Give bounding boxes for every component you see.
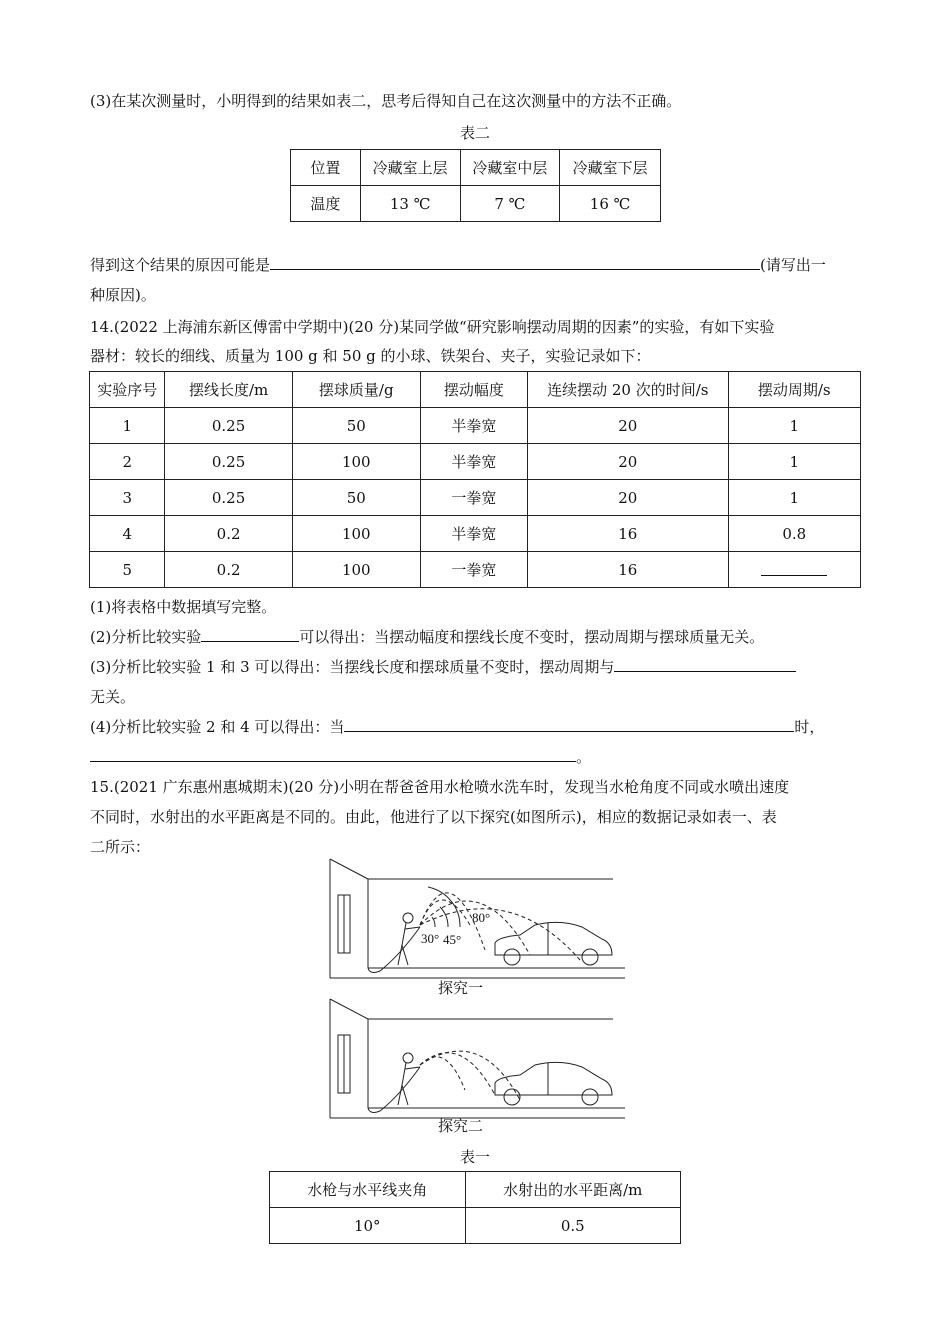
- table-cell: 0.2: [165, 552, 292, 588]
- table-row: [90, 516, 861, 552]
- table-cell: 13 ℃: [360, 186, 460, 222]
- table1: [269, 1171, 681, 1244]
- table-cell: 实验序号: [90, 372, 165, 408]
- angle-label-45: 45°: [443, 932, 462, 947]
- table2-caption: 表二: [459, 124, 490, 142]
- sub2-blank[interactable]: [201, 626, 299, 642]
- experiment-2-scene: [330, 999, 625, 1118]
- table-cell: 1: [728, 480, 860, 516]
- q13-answer-line: [90, 254, 826, 276]
- sub4-mid: 时，: [794, 718, 825, 736]
- table-cell: 100: [292, 552, 420, 588]
- table-row: [90, 408, 861, 444]
- table2-data-row: [291, 186, 661, 222]
- table-cell: 0.25: [165, 444, 292, 480]
- table2-header-row: [291, 150, 661, 186]
- table-cell: 水枪与水平线夹角: [270, 1172, 466, 1208]
- table-cell: 100: [292, 516, 420, 552]
- table-cell: 7 ℃: [460, 186, 560, 222]
- table-cell: 4: [90, 516, 165, 552]
- q14-line2: 器材：较长的细线、质量为 100 g 和 50 g 的小球、铁架台、夹子，实验记录如下：: [90, 347, 651, 365]
- q13-part3-prompt: (3)在某次测量时，小明得到的结果如表二，思考后得知自己在这次测量中的方法不正确。: [90, 92, 682, 110]
- table-row: [90, 552, 861, 588]
- sub4-start: (4)分析比较实验 2 和 4 可以得出：当: [90, 718, 345, 736]
- q15-line1: 15.(2021 广东惠州惠城期末)(20 分)小明在帮爸爸用水枪喷水洗车时，发现当水枪角度不同或水喷出速度: [90, 778, 790, 796]
- figure-caption-1: 探究一: [438, 981, 484, 997]
- table-cell: 1: [728, 444, 860, 480]
- table-cell: 0.25: [165, 480, 292, 516]
- table-cell: 16 ℃: [560, 186, 661, 222]
- table-cell: 位置: [291, 150, 361, 186]
- table-cell: 冷藏室中层: [460, 150, 560, 186]
- table-cell: 50: [292, 408, 420, 444]
- table-cell: 20: [528, 480, 729, 516]
- table-header-row: [270, 1172, 681, 1208]
- table-cell: 冷藏室上层: [360, 150, 460, 186]
- angle-label-30: 30°: [421, 931, 440, 946]
- table-cell: 0.2: [165, 516, 292, 552]
- table-cell: 半拳宽: [420, 516, 527, 552]
- table-cell: 20: [528, 408, 729, 444]
- q13-answer-line-2: 种原因)。: [90, 286, 156, 304]
- answer-line-start: 得到这个结果的原因可能是: [90, 256, 271, 274]
- table-row: [90, 480, 861, 516]
- table-cell: 2: [90, 444, 165, 480]
- sub2-start: (2)分析比较实验: [90, 628, 202, 646]
- table-cell: 0.5: [465, 1208, 680, 1244]
- table-cell: 冷藏室下层: [560, 150, 661, 186]
- q14-line1: 14.(2022 上海浦东新区傅雷中学期中)(20 分)某同学做“研究影响摆动周期的因素”的实验，有如下实验: [90, 318, 775, 336]
- table1-caption: 表一: [459, 1148, 490, 1166]
- table-cell: 摆动周期/s: [728, 372, 860, 408]
- table-cell: 0.25: [165, 408, 292, 444]
- sub4-blank-1[interactable]: [344, 716, 794, 732]
- table-row: [90, 444, 861, 480]
- table-cell: 100: [292, 444, 420, 480]
- period-answer-blank[interactable]: [761, 560, 827, 576]
- table-cell: 水射出的水平距离/m: [465, 1172, 680, 1208]
- table-row: [270, 1208, 681, 1244]
- table-cell: 半拳宽: [420, 408, 527, 444]
- table-cell: 摆球质量/g: [292, 372, 420, 408]
- table-cell: 一拳宽: [420, 480, 527, 516]
- table-cell: 50: [292, 480, 420, 516]
- sub3-start: (3)分析比较实验 1 和 3 可以得出：当摆线长度和摆球质量不变时，摆动周期与: [90, 658, 615, 676]
- angle-label-80: 80°: [472, 910, 491, 925]
- q14-sub1: (1)将表格中数据填写完整。: [90, 598, 277, 616]
- table-cell: 10°: [270, 1208, 466, 1244]
- table-cell: 20: [528, 444, 729, 480]
- table-cell: 16: [528, 516, 729, 552]
- period-answer-cell[interactable]: [728, 552, 860, 588]
- q14-sub3: [90, 656, 796, 678]
- sub4-end: 。: [576, 748, 592, 766]
- sub3-blank[interactable]: [614, 656, 796, 672]
- table-cell: 连续摆动 20 次的时间/s: [528, 372, 729, 408]
- table-cell: 5: [90, 552, 165, 588]
- q14-sub2: [90, 626, 764, 648]
- answer-blank[interactable]: [270, 254, 760, 270]
- pendulum-table: [89, 371, 861, 588]
- table2: [290, 149, 661, 222]
- q14-sub3-end: 无关。: [90, 688, 136, 706]
- answer-line-end: (请写出一: [760, 256, 826, 274]
- table-cell: 1: [728, 408, 860, 444]
- q14-sub4-line2: [90, 746, 591, 768]
- table-header-row: [90, 372, 861, 408]
- sub4-blank-2[interactable]: [90, 746, 576, 762]
- table-cell: 0.8: [728, 516, 860, 552]
- table-cell: 摆线长度/m: [165, 372, 292, 408]
- figure-caption-2: 探究二: [438, 1119, 484, 1135]
- table-cell: 一拳宽: [420, 552, 527, 588]
- table-cell: 16: [528, 552, 729, 588]
- table-cell: 温度: [291, 186, 361, 222]
- table-cell: 3: [90, 480, 165, 516]
- table-cell: 1: [90, 408, 165, 444]
- q14-sub4: [90, 716, 824, 738]
- sub2-end: 可以得出：当摆动幅度和摆线长度不变时，摆动周期与摆球质量无关。: [299, 628, 765, 646]
- q15-line3: 二所示：: [90, 838, 151, 856]
- table-cell: 半拳宽: [420, 444, 527, 480]
- q15-line2: 不同时，水射出的水平距离是不同的。由此，他进行了以下探究(如图所示)，相应的数据记录如表一、表: [90, 808, 777, 826]
- water-gun-figure: [320, 855, 630, 1145]
- table-cell: 摆动幅度: [420, 372, 527, 408]
- car-icon: [495, 922, 612, 965]
- person-icon: [403, 913, 413, 923]
